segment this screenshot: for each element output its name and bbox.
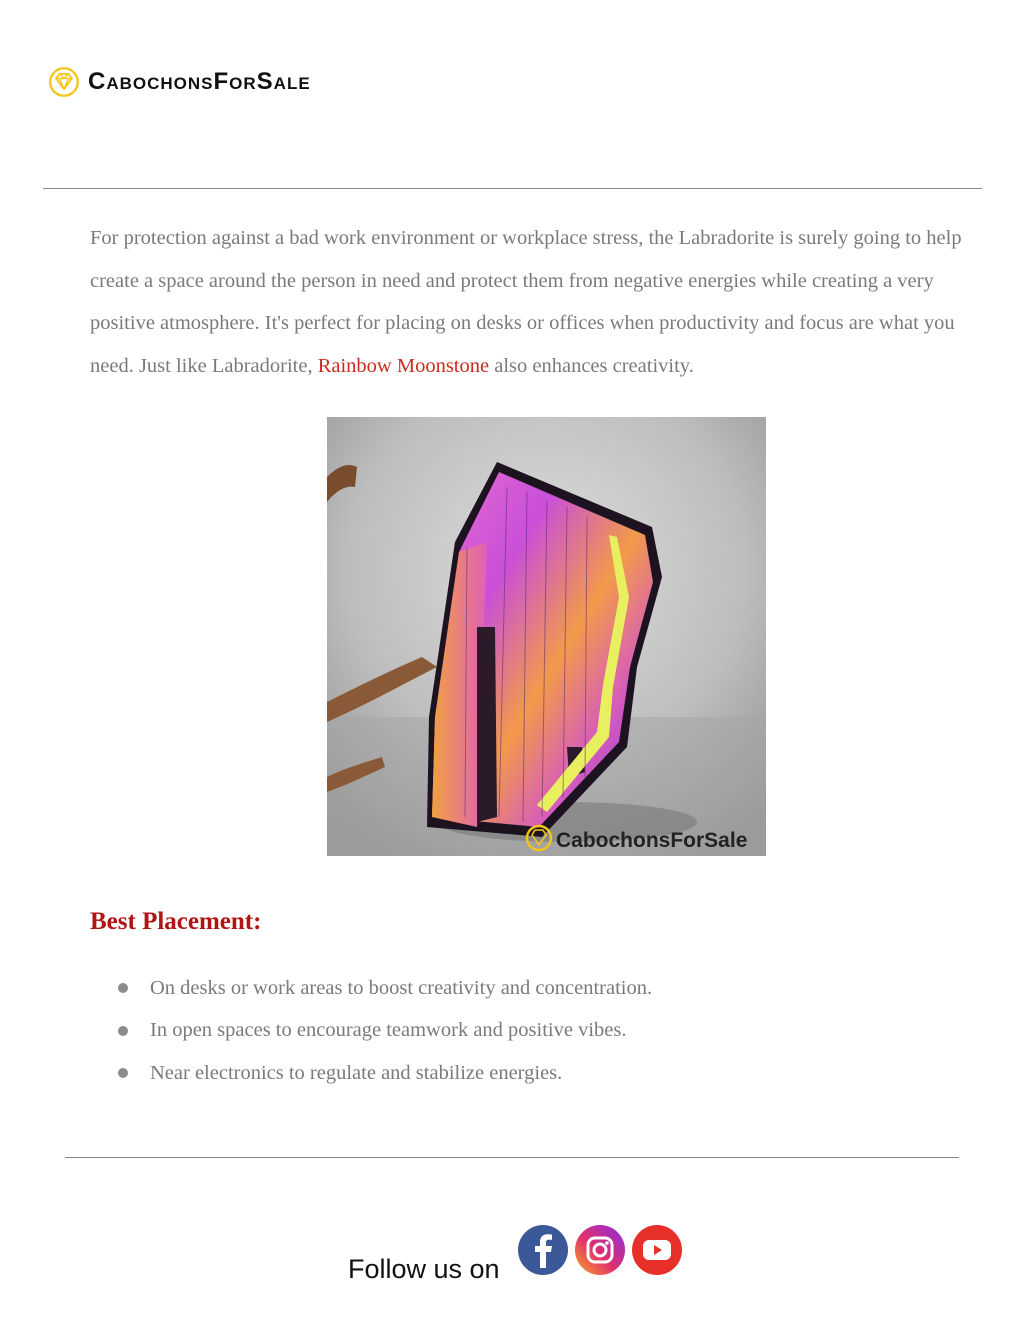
brand-name: CabochonsForSale (88, 68, 311, 95)
instagram-icon[interactable] (574, 1224, 626, 1276)
bullet-icon (118, 1026, 128, 1036)
bullet-icon (118, 983, 128, 993)
top-divider (43, 188, 982, 189)
bullet-icon (118, 1068, 128, 1078)
youtube-icon[interactable] (631, 1224, 683, 1276)
brand-logo[interactable] (48, 64, 311, 100)
list-item-text: On desks or work areas to boost creativity and concentration. (150, 976, 653, 999)
placement-list (118, 967, 652, 1095)
intro-paragraph (90, 217, 990, 387)
list-item (118, 1052, 652, 1095)
diamond-logo-icon (48, 64, 80, 100)
rainbow-moonstone-link[interactable]: Rainbow Moonstone (317, 354, 490, 377)
intro-text-after-link: also enhances creativity. (489, 354, 694, 377)
photo-watermark (527, 826, 747, 852)
watermark-text: CabochonsForSale (556, 829, 748, 852)
labradorite-slab-photo (327, 417, 766, 856)
follow-label: Follow us on (348, 1254, 500, 1284)
intro-text-before-link: For protection against a bad work environment or workplace stress, the Labradorite is surely going to help create a space around the person in need and protect them from negative energies while creating a very positive atmosphere. It's perfect for placing on desks or offices when productivity and focus are what you need. Just like Labradorite, (90, 227, 962, 377)
follow-us-section (348, 1214, 688, 1285)
social-links (517, 1224, 688, 1276)
list-item-text: Near electronics to regulate and stabilize energies. (150, 1061, 563, 1084)
list-item-text: In open spaces to encourage teamwork and positive vibes. (150, 1019, 627, 1042)
facebook-icon[interactable] (517, 1224, 569, 1276)
section-heading: Best Placement: (90, 908, 262, 935)
list-item (118, 967, 652, 1010)
bottom-divider (65, 1157, 959, 1158)
list-item (118, 1010, 652, 1053)
